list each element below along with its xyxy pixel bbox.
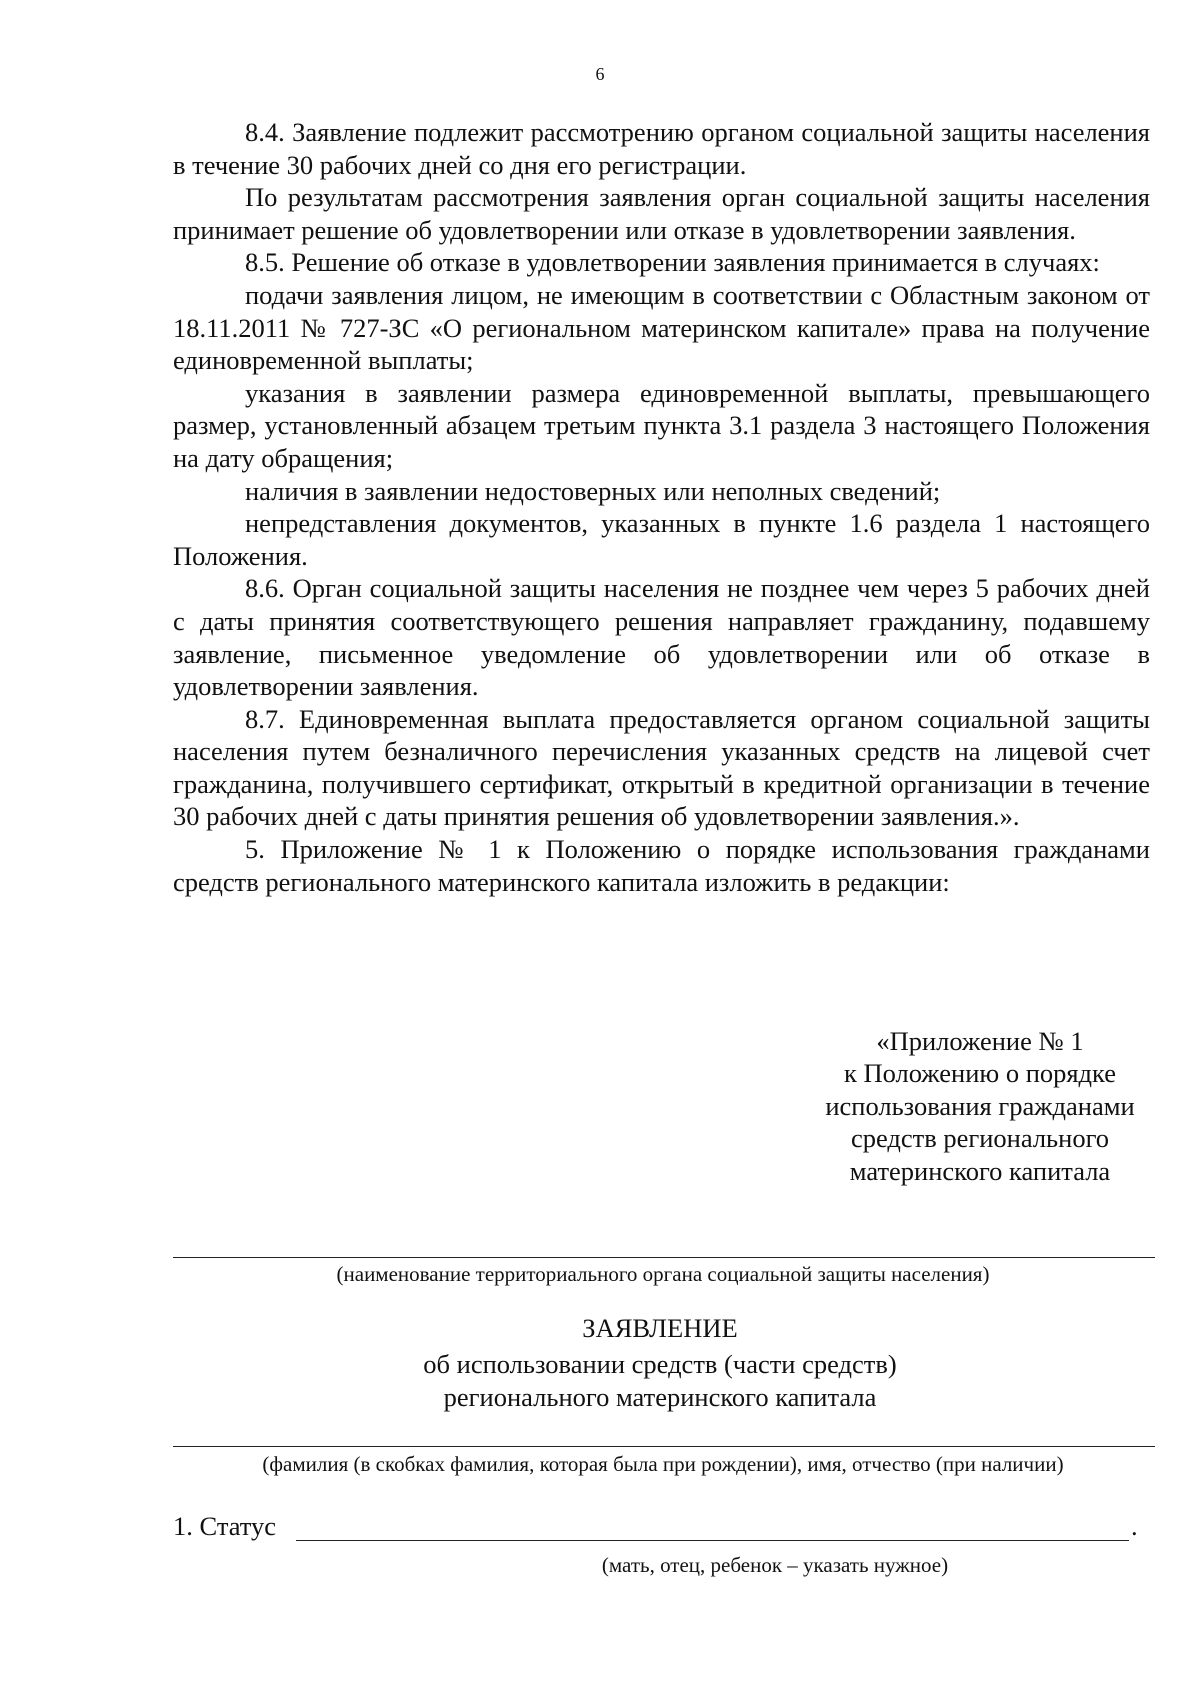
page-number: 6 bbox=[595, 64, 605, 84]
form-title: ЗАЯВЛЕНИЕ bbox=[582, 1313, 738, 1343]
paragraph-8-4: 8.4. Заявление подлежит рассмотрению органом социальной защиты населения в течение 30 рабочих дней со дня его регистрации. bbox=[173, 117, 1150, 180]
appendix-header-line: использования гражданами bbox=[825, 1090, 1135, 1121]
full-name-caption: (фамилия (в скобках фамилия, которая была при рождении), имя, отчество (при наличии) bbox=[262, 1452, 1064, 1476]
status-row bbox=[173, 1510, 1153, 1544]
org-name-line bbox=[173, 1257, 1155, 1258]
refusal-case-2: указания в заявлении размера единовременной выплаты, превышающего размер, установленный абзацем третьим пункта 3.1 раздела 3 настоящего Положения на дату обращения; bbox=[173, 377, 1150, 473]
appendix-header-line: к Положению о порядке bbox=[843, 1058, 1117, 1089]
refusal-case-3: наличия в заявлении недостоверных или неполных сведений; bbox=[245, 475, 941, 506]
appendix-header bbox=[780, 1025, 1180, 1187]
refusal-case-1: подачи заявления лицом, не имеющим в соответствии с Областным законом от 18.11.2011 № 727-ЗС «О региональном материнском капитале» права на получение единовременной выплаты; bbox=[173, 279, 1150, 376]
appendix-header-line: «Приложение № 1 bbox=[876, 1026, 1084, 1056]
document-body bbox=[173, 116, 1150, 898]
status-input-line[interactable] bbox=[296, 1540, 1129, 1541]
paragraph-8-6: 8.6. Орган социальной защиты населения не позднее чем через 5 рабочих дней с даты принятия соответствующего решения направляет гражданину, подавшему заявление, письменное уведомление об удовлетворении или об отказе в удовлетворении заявления. bbox=[173, 573, 1150, 702]
paragraph-8-7: 8.7. Единовременная выплата предоставляется органом социальной защиты населения путем безналичного перечисления указанных средств на лицевой счет гражданина, получившего сертификат, открытый в кредитной организации в течение 30 рабочих дней с даты принятия решения об удовлетворении заявления.». bbox=[173, 703, 1150, 832]
form-subtitle-line-1: об использовании средств (части средств) bbox=[423, 1349, 897, 1379]
org-name-caption: (наименование территориального органа социальной защиты населения) bbox=[336, 1262, 990, 1286]
appendix-header-line: средств регионального bbox=[850, 1123, 1110, 1154]
paragraph-8-5: 8.5. Решение об отказе в удовлетворении заявления принимается в случаях: bbox=[245, 247, 1100, 278]
status-caption: (мать, отец, ребенок – указать нужное) bbox=[601, 1553, 949, 1577]
paragraph-8-4-result: По результатам рассмотрения заявления орган социальной защиты населения принимает решение об удовлетворении или отказе в удовлетворении заявления. bbox=[173, 182, 1150, 245]
form-subtitle-line-2: регионального материнского капитала bbox=[443, 1382, 877, 1412]
status-end-mark: . bbox=[1131, 1511, 1138, 1541]
paragraph-amendment-5: 5. Приложение № 1 к Положению о порядке использования гражданами средств регионального материнского капитала изложить в редакции: bbox=[173, 834, 1150, 897]
refusal-case-4: непредставления документов, указанных в пункте 1.6 раздела 1 настоящего Положения. bbox=[173, 508, 1150, 571]
full-name-line bbox=[173, 1446, 1155, 1447]
status-label: 1. Статус bbox=[173, 1511, 277, 1541]
appendix-header-line: материнского капитала bbox=[849, 1155, 1111, 1186]
